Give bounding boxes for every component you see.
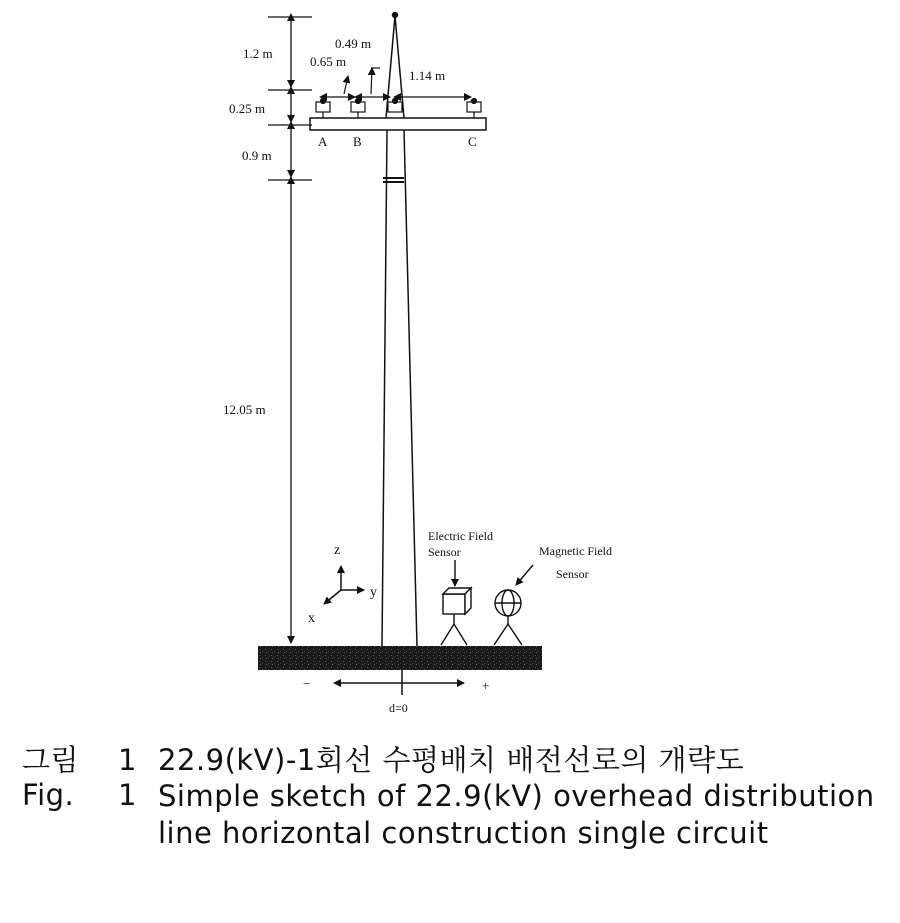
caption-korean	[22, 738, 882, 779]
caption-korean-text: 22.9(kV)-1회선 수평배치 배전선로의 개략도	[158, 743, 745, 777]
vertical-dimension-line	[268, 17, 312, 643]
axis-label-y: y	[370, 585, 377, 600]
distance-minus: −	[303, 676, 311, 691]
insulator-top-center	[388, 99, 402, 113]
electric-sensor-label-1: Electric Field	[428, 529, 493, 543]
dim-bc-spacing: 1.14 m	[409, 68, 446, 83]
distance-origin: d=0	[389, 701, 408, 715]
caption-korean-label: 그림	[22, 743, 80, 777]
dim-insulator-height: 0.25 m	[229, 101, 266, 116]
caption-english-label: Fig.	[22, 778, 75, 812]
axis-label-z: z	[334, 543, 341, 558]
insulator-b	[351, 99, 365, 119]
phase-label-c: C	[468, 134, 477, 149]
ground	[258, 646, 542, 670]
cross-arm	[310, 118, 486, 130]
caption-english-text: Simple sketch of 22.9(kV) overhead distribution line horizontal construction single circuit	[158, 779, 875, 850]
electric-sensor-label-2: Sensor	[428, 545, 461, 559]
dim-top-height: 1.2 m	[243, 46, 273, 61]
dim-pole-height: 12.05 m	[223, 402, 266, 417]
magnetic-sensor-label-2: Sensor	[556, 567, 589, 581]
electric-field-sensor	[441, 560, 471, 645]
phase-label-b: B	[353, 134, 362, 149]
insulator-c	[467, 99, 481, 119]
dim-arm-to-band: 0.9 m	[242, 148, 272, 163]
caption-korean-number: 1	[118, 743, 137, 777]
axis-label-x: x	[308, 611, 315, 626]
caption-english-number: 1	[118, 778, 137, 812]
distance-arrow	[340, 670, 464, 695]
dim-ab-spacing: 0.65 m	[310, 54, 347, 69]
horizontal-dimension-arrows	[326, 68, 471, 97]
distance-plus: +	[482, 678, 490, 693]
caption-english	[22, 778, 882, 850]
coordinate-axes	[324, 566, 364, 604]
insulator-a	[316, 99, 330, 119]
dim-arm-offset: 0.49 m	[335, 36, 372, 51]
magnetic-field-sensor	[494, 565, 533, 645]
phase-label-a: A	[318, 134, 328, 149]
magnetic-sensor-label-1: Magnetic Field	[539, 544, 612, 558]
